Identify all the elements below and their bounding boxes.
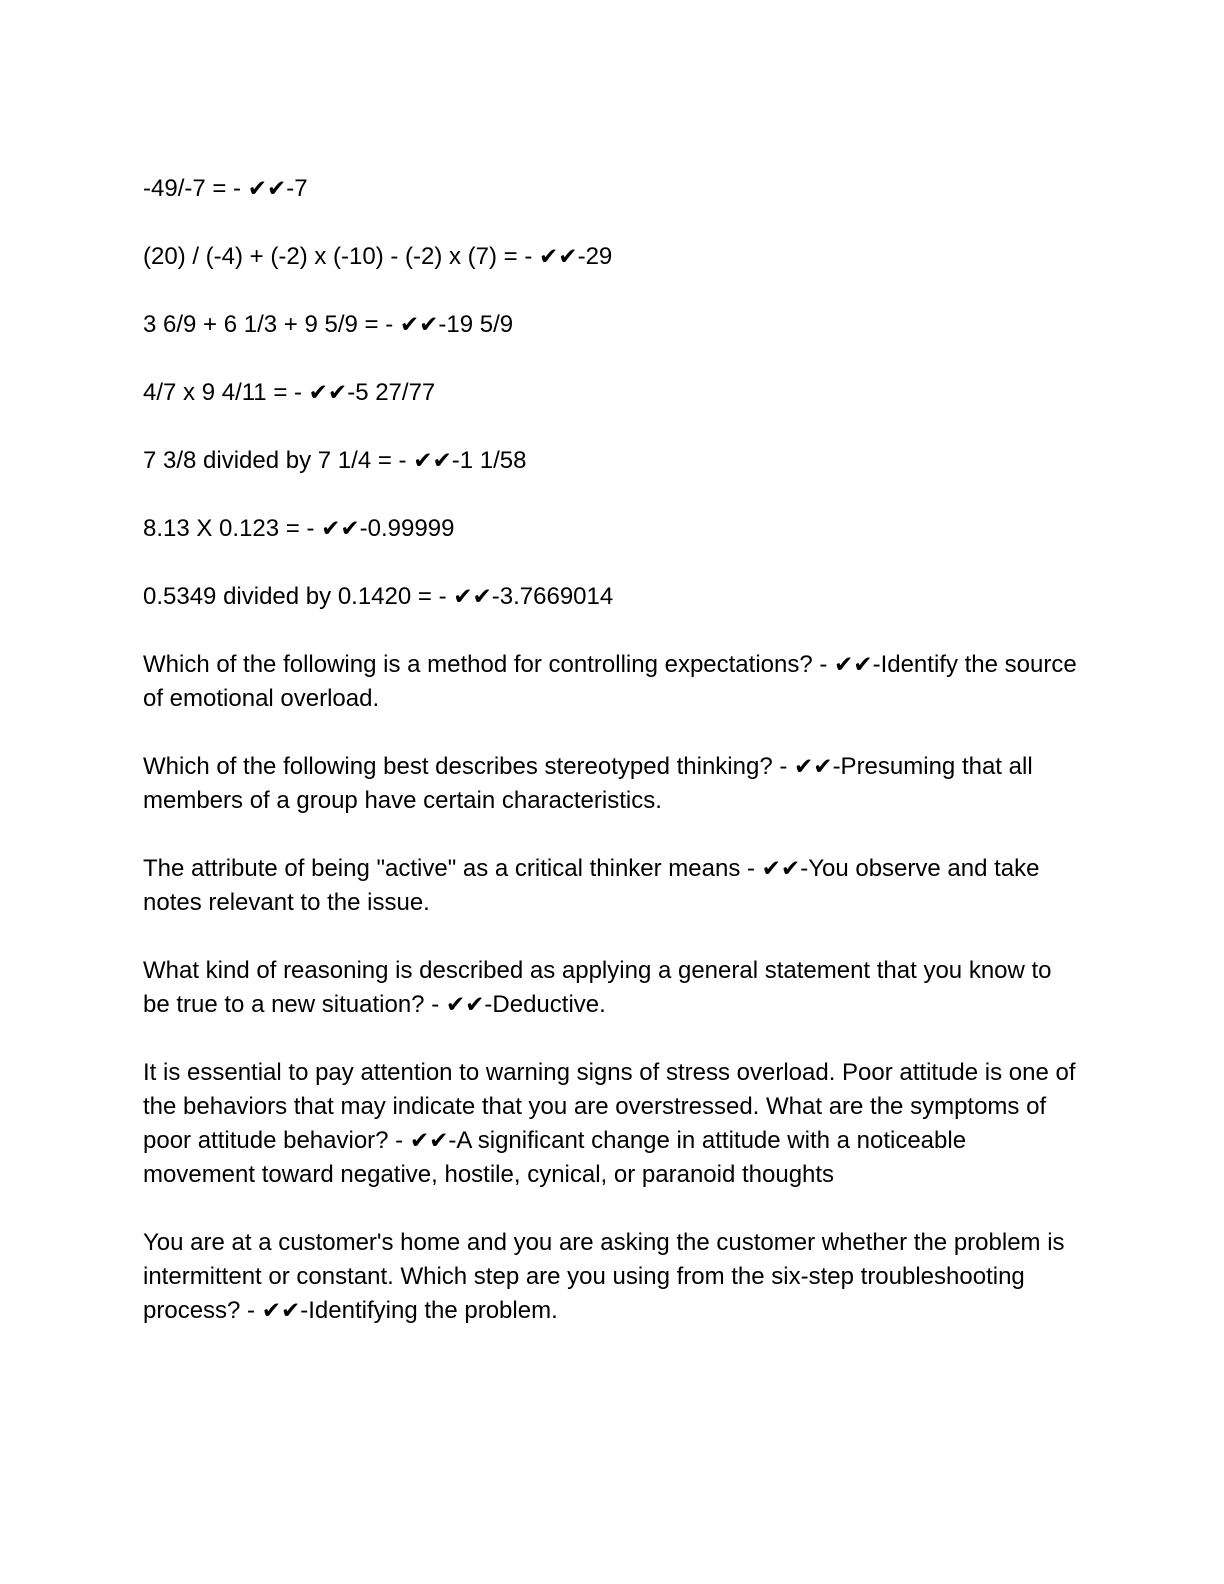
- question-text: The attribute of being "active" as a critical thinker means -: [143, 855, 762, 882]
- answer-text: -3.7669014: [491, 583, 614, 610]
- qa-item: [143, 512, 1083, 546]
- answer-text: -Presuming that all members of a group have certain characteristics.: [143, 753, 1033, 814]
- double-check-icon: ✔✔: [794, 754, 833, 780]
- qa-item: [143, 240, 1083, 274]
- qa-item: [143, 1226, 1083, 1328]
- answer-text: -29: [577, 243, 613, 270]
- question-text: 8.13 X 0.123 = -: [143, 515, 322, 542]
- answer-text: -1 1/58: [451, 447, 527, 474]
- answer-text: -Identify the source of emotional overload.: [143, 651, 1077, 712]
- double-check-icon: ✔✔: [834, 652, 873, 678]
- double-check-icon: ✔✔: [409, 1128, 449, 1154]
- qa-item: [143, 648, 1083, 716]
- double-check-icon: ✔✔: [413, 448, 452, 474]
- question-text: 7 3/8 divided by 7 1/4 = -: [143, 447, 414, 474]
- question-text: Which of the following best describes stereotyped thinking? -: [143, 753, 795, 780]
- question-text: What kind of reasoning is described as applying a general statement that you know to be true to a new situation? -: [143, 957, 1052, 1018]
- double-check-icon: ✔✔: [261, 1298, 301, 1324]
- question-text: Which of the following is a method for controlling expectations? -: [143, 651, 835, 678]
- qa-item: [143, 1056, 1083, 1192]
- qa-list: [143, 172, 1083, 1362]
- qa-item: [143, 580, 1083, 614]
- answer-text: -0.99999: [359, 515, 455, 542]
- question-text: (20) / (-4) + (-2) x (-10) - (-2) x (7) = -: [143, 243, 540, 270]
- answer-text: -Deductive.: [484, 991, 606, 1018]
- double-check-icon: ✔✔: [761, 856, 801, 882]
- question-text: -49/-7 = -: [143, 175, 248, 202]
- qa-item: [143, 308, 1083, 342]
- answer-text: -You observe and take notes relevant to the issue.: [143, 855, 1040, 916]
- double-check-icon: ✔✔: [321, 516, 360, 542]
- qa-item: [143, 172, 1083, 206]
- qa-item: [143, 852, 1083, 920]
- double-check-icon: ✔✔: [453, 584, 492, 610]
- double-check-icon: ✔✔: [308, 380, 348, 406]
- question-text: 4/7 x 9 4/11 = -: [143, 379, 309, 406]
- answer-text: -A significant change in attitude with a noticeable movement toward negative, hostile, cynical, or paranoid thoughts: [143, 1127, 967, 1188]
- qa-item: [143, 444, 1083, 478]
- answer-text: -Identifying the problem.: [300, 1297, 558, 1324]
- question-text: It is essential to pay attention to warning signs of stress overload. Poor attitude is one of the behaviors that may indicate that you are overstressed. What are the symptoms of poor attitude behavior? -: [143, 1059, 1076, 1154]
- double-check-icon: ✔✔: [399, 312, 439, 338]
- answer-text: -7: [286, 175, 308, 202]
- double-check-icon: ✔✔: [539, 244, 578, 270]
- question-text: You are at a customer's home and you are asking the customer whether the problem is intermittent or constant. Which step are you using from the six-step troubleshooting process? -: [143, 1229, 1065, 1324]
- question-text: 3 6/9 + 6 1/3 + 9 5/9 = -: [143, 311, 400, 338]
- qa-item: [143, 954, 1083, 1022]
- question-text: 0.5349 divided by 0.1420 = -: [143, 583, 454, 610]
- qa-item: [143, 750, 1083, 818]
- double-check-icon: ✔✔: [247, 176, 287, 202]
- double-check-icon: ✔✔: [445, 992, 485, 1018]
- answer-text: -5 27/77: [347, 379, 436, 406]
- qa-item: [143, 376, 1083, 410]
- answer-text: -19 5/9: [438, 311, 514, 338]
